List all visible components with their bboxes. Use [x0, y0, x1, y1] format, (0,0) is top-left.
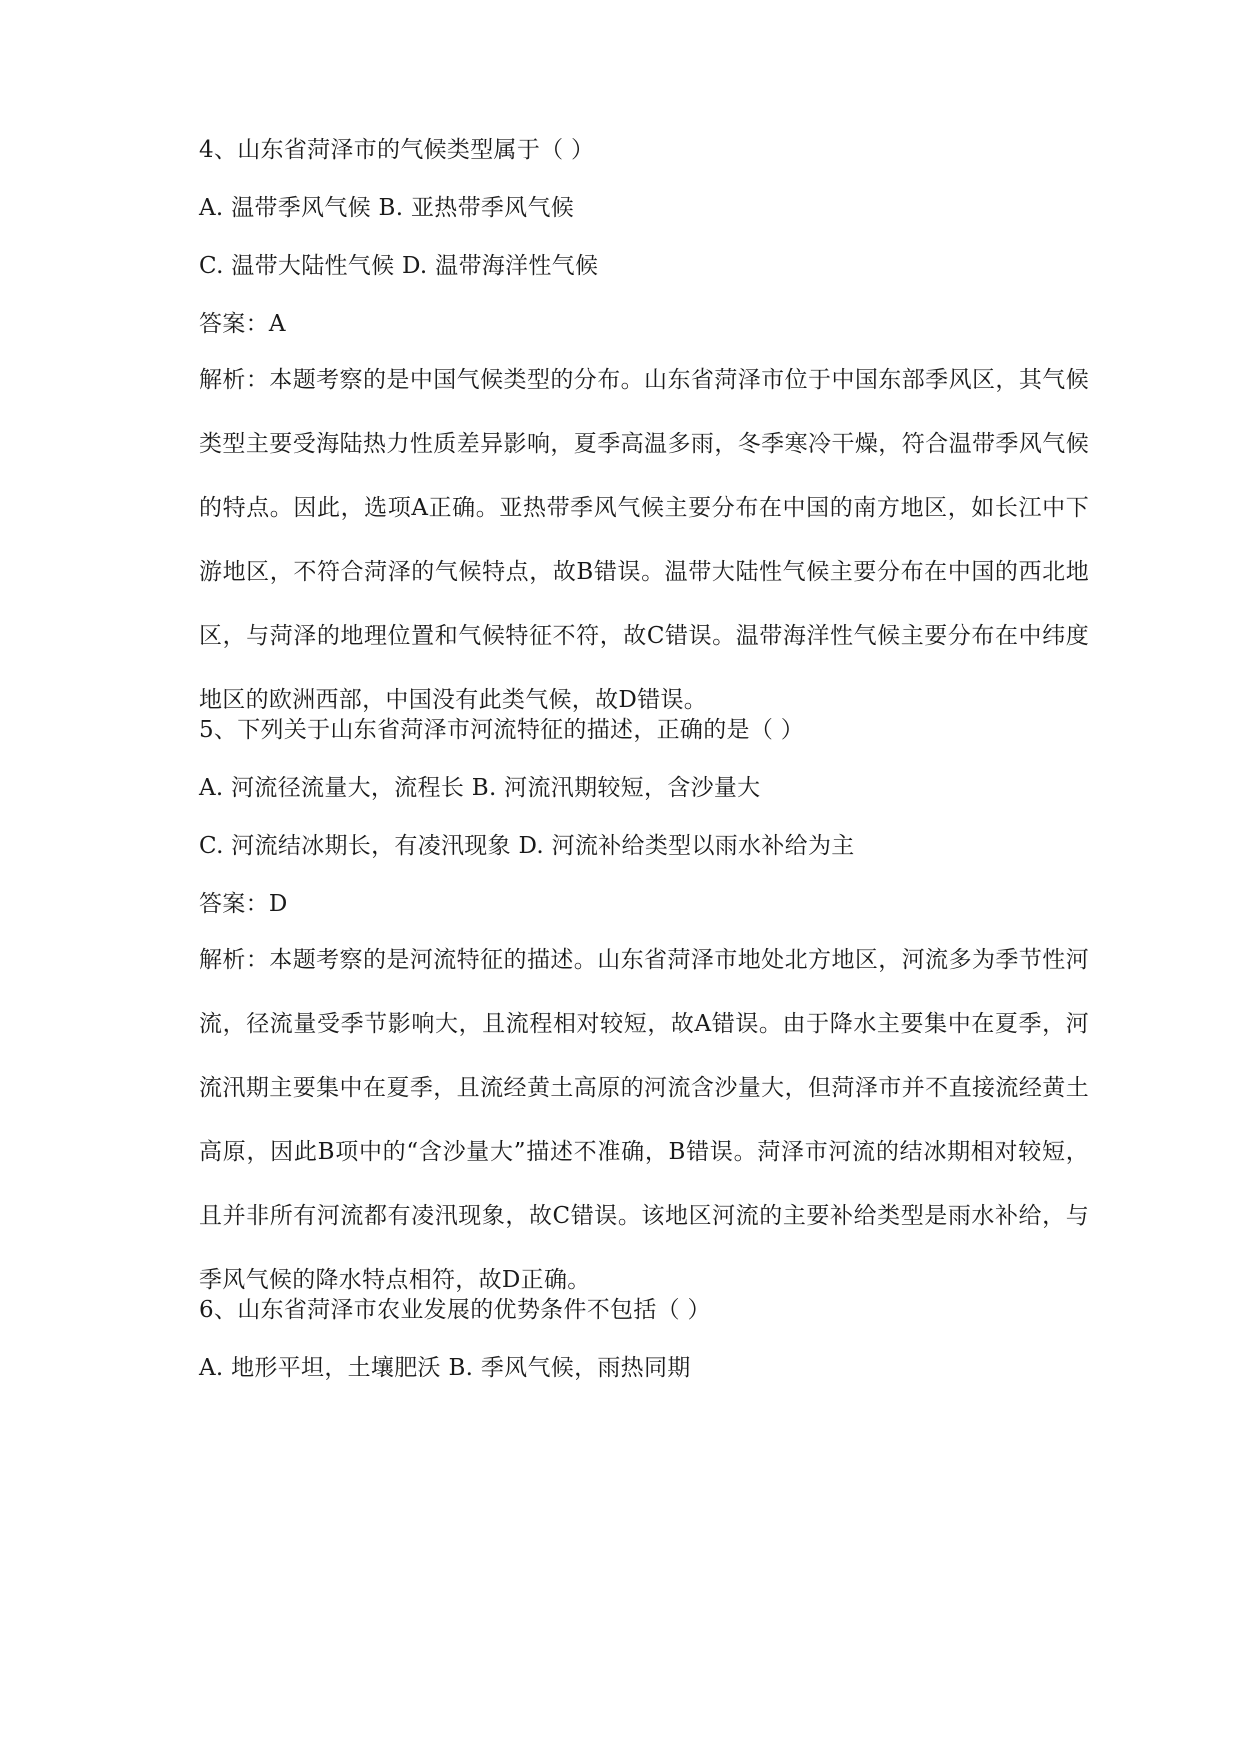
question-5-analysis: 解析：本题考察的是河流特征的描述。山东省菏泽市地处北方地区，河流多为季节性河流，径流量受季节影响大，且流程相对较短，故A错误。由于降水主要集中在夏季，河流汛期主要集中在夏季，且流经黄土高原的河流含沙量大，但菏泽市并不直接流经黄土高原，因此B项中的“含沙量大”描述不准确，B错误。菏泽市河流的结冰期相对较短，且并非所有河流都有凌汛现象，故C错误。该地区河流的主要补给类型是雨水补给，与季风气候的降水特点相符，故D正确。 [199, 947, 1089, 1293]
question-5-options-cd: C. 河流结冰期长，有凌汛现象 D. 河流补给类型以雨水补给为主 [199, 833, 855, 859]
question-4-analysis: 解析：本题考察的是中国气候类型的分布。山东省菏泽市位于中国东部季风区，其气候类型主要受海陆热力性质差异影响，夏季高温多雨，冬季寒冷干燥，符合温带季风气候的特点。因此，选项A正确。亚热带季风气候主要分布在中国的南方地区，如长江中下游地区，不符合菏泽的气候特点，故B错误。温带大陆性气候主要分布在中国的西北地区，与菏泽的地理位置和气候特征不符，故C错误。温带海洋性气候主要分布在中纬度地区的欧洲西部，中国没有此类气候，故D错误。 [199, 367, 1089, 713]
question-4-stem: 4、山东省菏泽市的气候类型属于（ ） [199, 137, 595, 163]
question-5-stem: 5、下列关于山东省菏泽市河流特征的描述，正确的是（ ） [199, 717, 805, 743]
question-4-options-cd: C. 温带大陆性气候 D. 温带海洋性气候 [199, 253, 599, 279]
question-6-options-ab: A. 地形平坦，土壤肥沃 B. 季风气候，雨热同期 [199, 1355, 691, 1381]
question-6-stem: 6、山东省菏泽市农业发展的优势条件不包括（ ） [199, 1297, 711, 1323]
question-5-answer: 答案：D [199, 891, 288, 917]
question-4-options-ab: A. 温带季风气候 B. 亚热带季风气候 [199, 195, 575, 221]
question-4-answer: 答案：A [199, 311, 286, 337]
question-5-options-ab: A. 河流径流量大，流程长 B. 河流汛期较短，含沙量大 [199, 775, 761, 801]
